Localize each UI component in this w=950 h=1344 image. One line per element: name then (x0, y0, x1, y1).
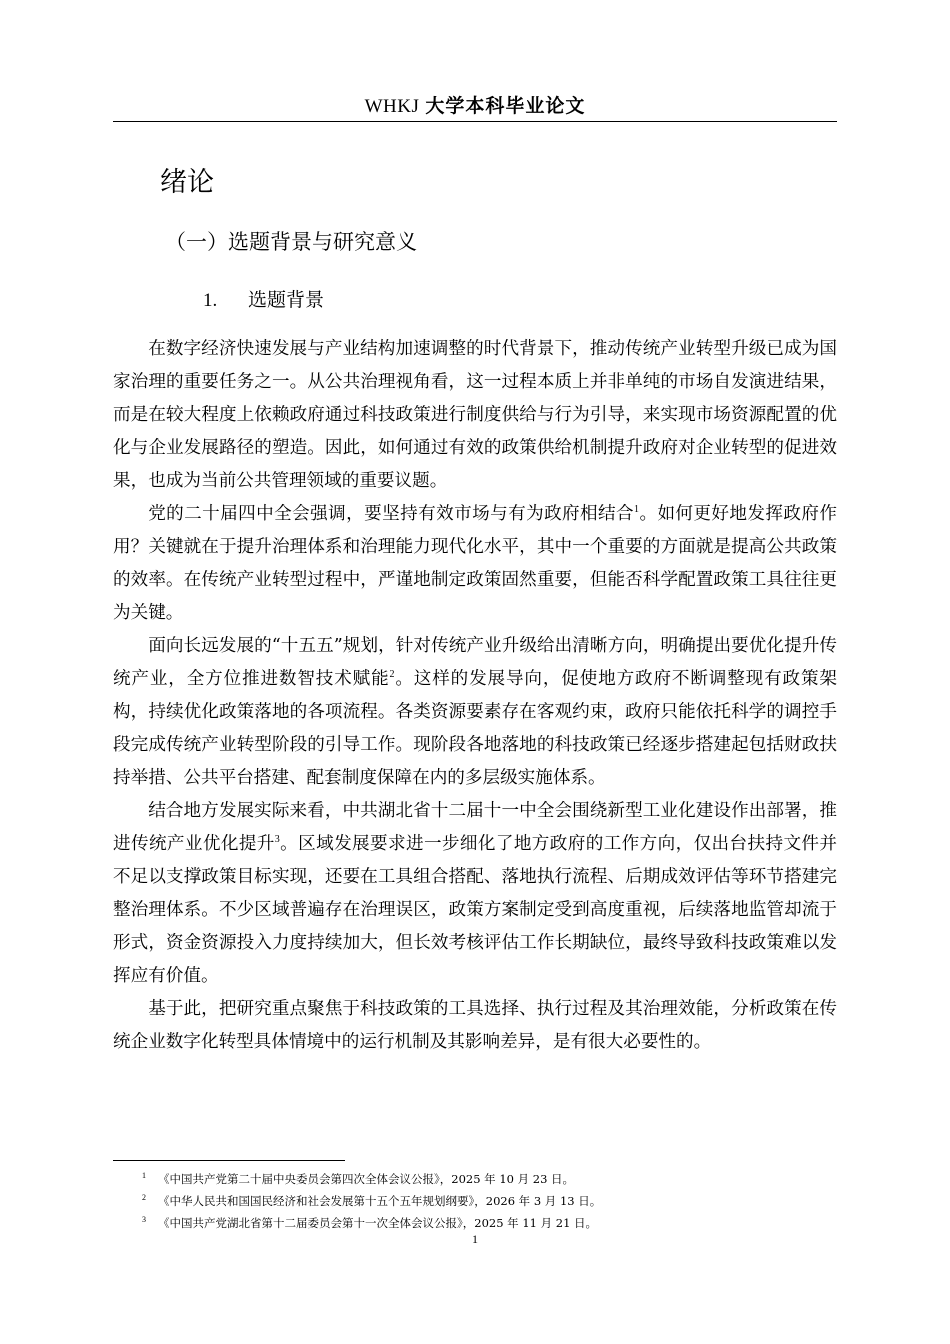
paragraph: 在数字经济快速发展与产业结构加速调整的时代背景下，推动传统产业转型升级已成为国家治理的重要任务之一。从公共治理视角看，这一过程本质上并非单纯的市场自发演进结果，而是在较大程度上依赖政府通过科技政策进行制度供给与行为引导，来实现市场资源配置的优化与企业发展路径的塑造。因此，如何通过有效的政策供给机制提升政府对企业转型的促进效果，也成为当前公共管理领域的重要议题。 (113, 339, 837, 491)
chapter-heading: 绪论 (160, 167, 214, 198)
subsection-number: 1. (203, 290, 218, 311)
header-rule (113, 121, 837, 122)
footnote-item (113, 1190, 837, 1212)
paragraph: 党的二十届四中全会强调，要坚持有效市场与有为政府相结合$^1$。如何更好地发挥政府作用？关键就在于提升治理体系和治理能力现代化水平，其中一个重要的方面就是提高公共政策的效率。在传统产业转型过程中，严谨地制定政策固然重要，但能否科学配置政策工具往往更为关键。 (113, 504, 837, 623)
header-school-code: WHKJ (364, 96, 420, 117)
paragraph: 结合地方发展实际来看，中共湖北省十二届十一中全会围绕新型工业化建设作出部署，推进传统产业优化提升$^3$。区域发展要求进一步细化了地方政府的工作方向，仅出台扶持文件并不足以支撑政策目标实现，还要在工具组合搭配、落地执行流程、后期成效评估等环节搭建完整治理体系。不少区域普遍存在治理误区，政策方案制定受到高度重视，后续落地监管却流于形式，资金资源投入力度持续加大，但长效考核评估工作长期缺位，最终导致科技政策难以发挥应有价值。 (113, 801, 837, 986)
footnote-mark: 2 (142, 1193, 146, 1202)
footnote-item (113, 1168, 837, 1190)
page-number: 1 (472, 1232, 478, 1246)
footnote-mark: 3 (142, 1215, 146, 1224)
footnote-text: 《中华人民共和国国民经济和社会发展第十五个五年规划纲要》，2026 年 3 月 13 日。 (158, 1194, 602, 1208)
footnote-ref[interactable]: 1 (634, 504, 640, 515)
running-header (113, 92, 837, 121)
footnotes (113, 1168, 837, 1234)
footnote-ref[interactable]: 3 (274, 834, 280, 845)
footnote-separator (113, 1160, 345, 1161)
subsection-heading (203, 285, 324, 316)
footnote-text: 《中国共产党湖北省第十二届委员会第十一次全体会议公报》，2025 年 11 月 21 日。 (158, 1216, 598, 1230)
subsection-title: 选题背景 (248, 289, 325, 311)
body-text (113, 333, 837, 1059)
section-heading: （一）选题背景与研究意义 (165, 230, 417, 254)
header-title: 大学本科毕业论文 (425, 95, 586, 117)
paragraph: 面向长远发展的“十五五”规划，针对传统产业升级给出清晰方向，明确提出要优化提升传统产业，全方位推进数智技术赋能$^2$。这样的发展导向，促使地方政府不断调整现有政策架构，持续优化政策落地的各项流程。各类资源要素存在客观约束，政府只能依托科学的调控手段完成传统产业转型阶段的引导工作。现阶段各地落地的科技政策已经逐步搭建起包括财政扶持举措、公共平台搭建、配套制度保障在内的多层级实施体系。 (113, 636, 837, 788)
footnote-ref[interactable]: 2 (389, 669, 395, 680)
footnote-mark: 1 (142, 1171, 146, 1180)
paragraph: 基于此，把研究重点聚焦于科技政策的工具选择、执行过程及其治理效能，分析政策在传统企业数字化转型具体情境中的运行机制及其影响差异，是有很大必要性的。 (113, 999, 837, 1052)
footnote-text: 《中国共产党第二十届中央委员会第四次全体会议公报》，2025 年 10 月 23 日。 (158, 1172, 575, 1186)
